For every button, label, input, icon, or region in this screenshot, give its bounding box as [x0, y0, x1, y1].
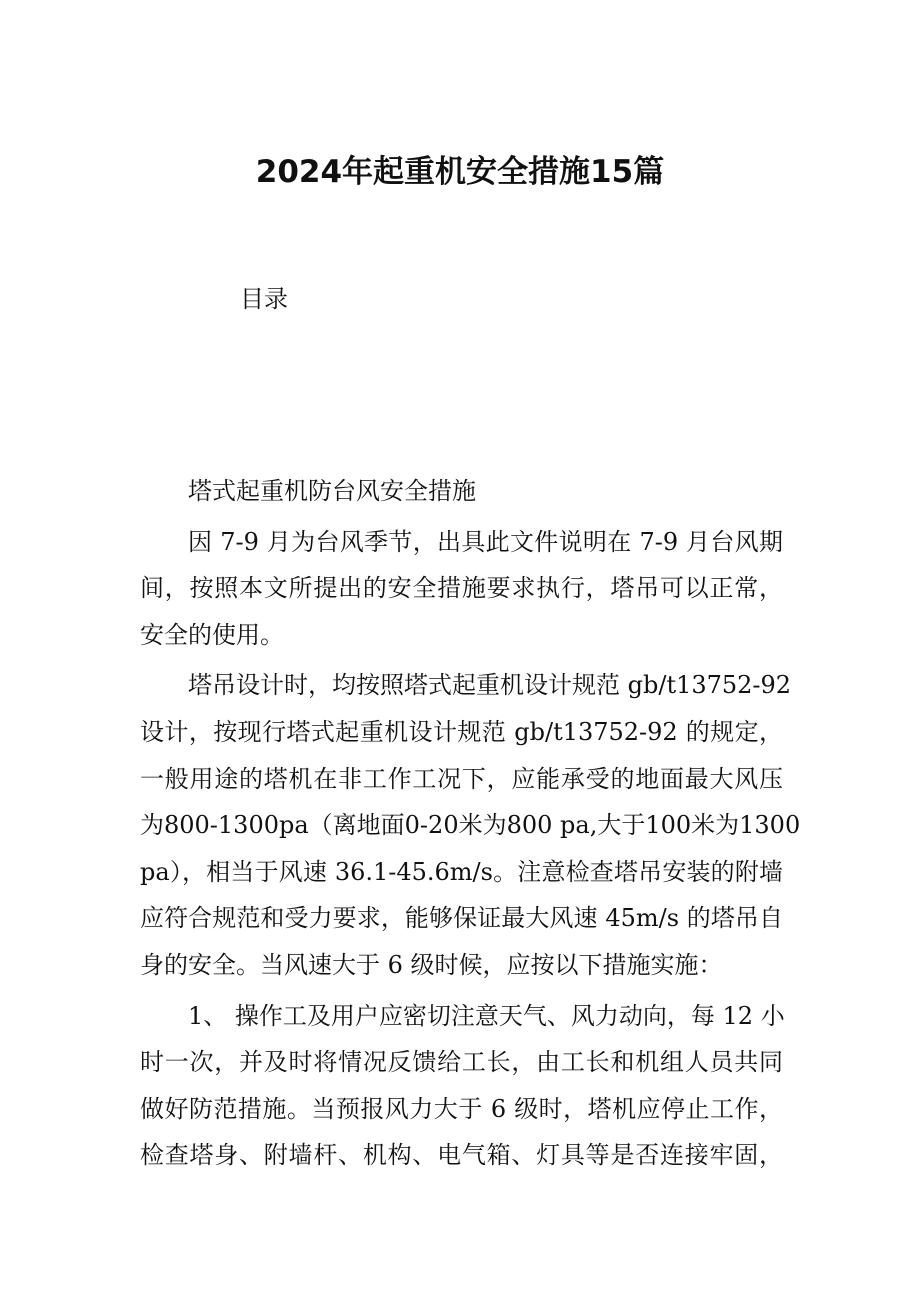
text-line: 一般用途的塔机在非工作工况下，应能承受的地面最大风压: [140, 764, 783, 793]
text-line: 身的安全。当风速大于 6 级时候，应按以下措施实施：: [140, 950, 723, 979]
text-line: 1、 操作工及用户应密切注意天气、风力动向，每 12 小: [188, 1001, 785, 1030]
text-line: 检查塔身、附墙杆、机构、电气箱、灯具等是否连接牢固，: [140, 1141, 783, 1170]
text-line: 塔吊设计时，均按照塔式起重机设计规范 gb/t13752-92: [188, 671, 792, 700]
text-line: 间，按照本文所提出的安全措施要求执行，塔吊可以正常，: [140, 574, 783, 603]
paragraphs: [140, 519, 801, 1179]
section-heading: 塔式起重机防台风安全措施: [188, 477, 476, 505]
text-line: 因 7-9 月为台风季节，出具此文件说明在 7-9 月台风期: [188, 527, 783, 556]
text-line: 设计，按现行塔式起重机设计规范 gb/t13752-92 的规定，: [140, 717, 783, 746]
toc-heading: 目录: [240, 285, 288, 313]
paragraph: [140, 662, 801, 988]
text-line: 为800-1300pa（离地面0-20米为800 pa,大于100米为1300: [140, 811, 801, 840]
document-title: 2024年起重机安全措施15篇: [255, 154, 665, 190]
paragraph: [140, 519, 783, 659]
text-line: 应符合规范和受力要求，能够保证最大风速 45m/s 的塔吊自: [140, 904, 783, 933]
paragraph: [140, 993, 783, 1179]
text-line: 安全的使用。: [140, 620, 284, 649]
text-line: 做好防范措施。当预报风力大于 6 级时，塔机应停止工作，: [140, 1094, 783, 1123]
text-line: pa），相当于风速 36.1-45.6m/s。注意检查塔吊安装的附墙: [140, 857, 783, 886]
text-line: 时一次，并及时将情况反馈给工长，由工长和机组人员共同: [140, 1048, 783, 1077]
document-body: [140, 468, 801, 1183]
